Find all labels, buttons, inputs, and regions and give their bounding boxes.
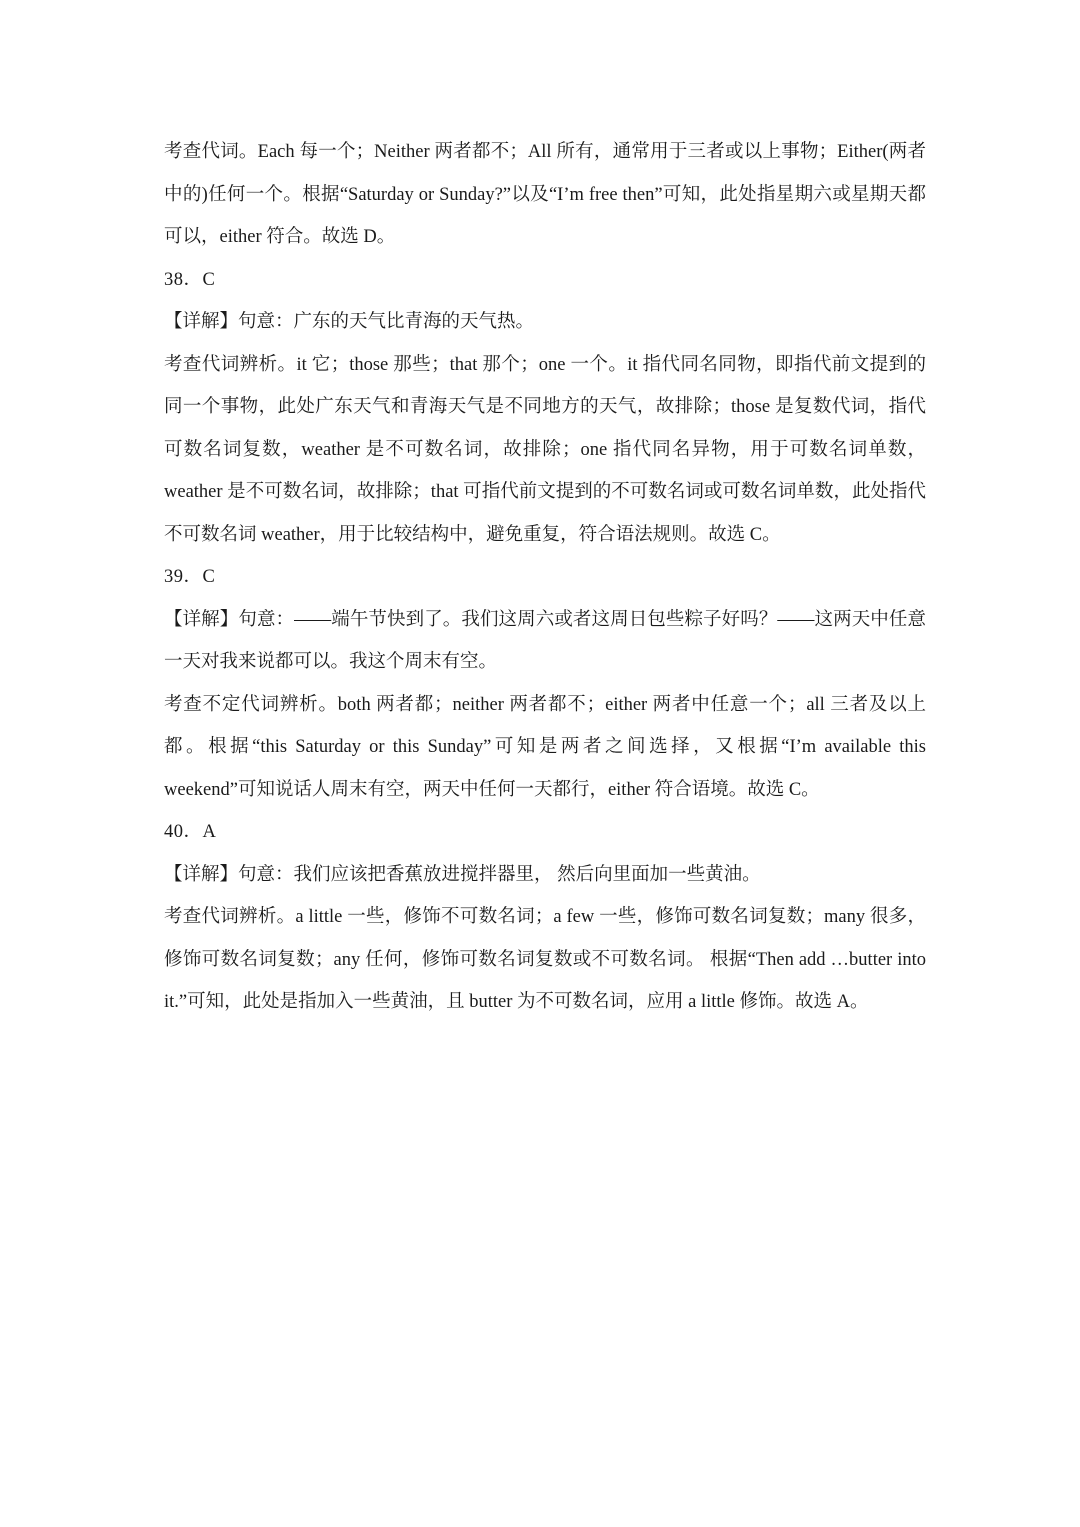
answer-number-39: 39．C: [164, 567, 216, 587]
explanation-paragraph: 考查代词。Each 每一个；Neither 两者都不；All 所有，通常用于三者或以上事物；Either(两者中的)任何一个。根据“Saturday or Sunday?”以及“I’m free then”可知，此处指星期六或星期天都可以，either 符合。故选 D。: [164, 142, 926, 247]
detail-paragraph: 【详解】句意：广东的天气比青海的天气热。: [164, 312, 535, 332]
detail-paragraph: 【详解】句意：我们应该把香蕉放进搅拌器里， 然后向里面加一些黄油。: [164, 864, 761, 885]
explanation-paragraph: 考查不定代词辨析。both 两者都；neither 两者都不；either 两者中任意一个；all 三者及以上都。根据“this Saturday or this Sunday”可知是两者之间选择，又根据“I’m available this weekend”可知说话人周末有空，两天中任何一天都行，either 符合语境。故选 C。: [164, 694, 926, 800]
answer-number-40: 40．A: [164, 822, 217, 842]
detail-paragraph: 【详解】句意：——端午节快到了。我们这周六或者这周日包些粽子好吗？——这两天中任意一天对我来说都可以。我这个周末有空。: [164, 609, 926, 672]
explanation-paragraph: 考查代词辨析。a little 一些，修饰不可数名词；a few 一些，修饰可数名词复数；many 很多，修饰可数名词复数；any 任何，修饰可数名词复数或不可数名词。 根据“Then add …butter into it.”可知，此处是指加入一些黄油，且 butter 为不可数名词，应用 a little 修饰。故选 A。: [164, 907, 926, 1012]
answer-number-38: 38．C: [164, 269, 216, 290]
explanation-paragraph: 考查代词辨析。it 它；those 那些；that 那个；one 一个。it 指代同名同物，即指代前文提到的同一个事物，此处广东天气和青海天气是不同地方的天气，故排除；those 是复数代词，指代可数名词复数，weather 是不可数名词，故排除；one 指代同名异物，用于可数名词单数，weather 是不可数名词，故排除；that 可指代前文提到的不可数名词或可数名词单数，此处指代不可数名词 weather，用于比较结构中，避免重复，符合语法规则。故选 C。: [164, 354, 926, 545]
answer-key-content: [164, 131, 926, 1024]
